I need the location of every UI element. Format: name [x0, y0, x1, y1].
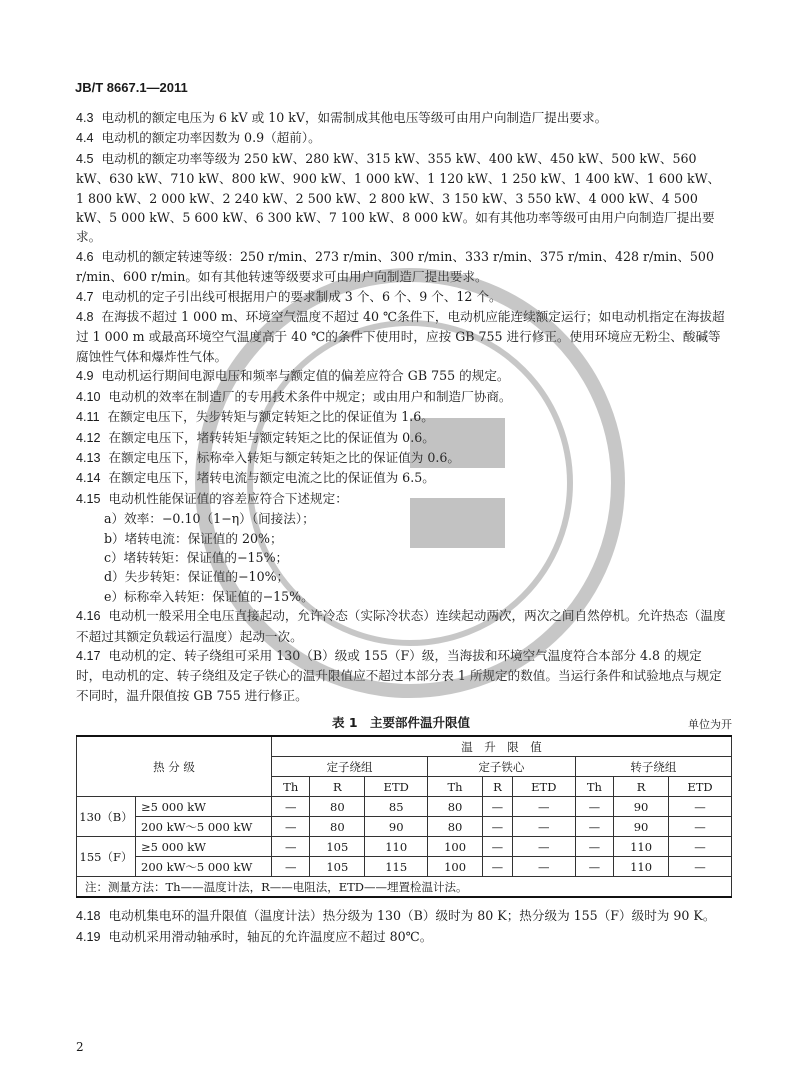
list-item: a）效率：−0.10（1−η）（间接法）；: [104, 511, 315, 527]
clause-text: 电动机的额定转速等级：250 r/min、273 r/min、300 r/min、333 r/min、375 r/min、428 r/min、500 r/min、600 r/min。如有其他转速等级要求可由用户向制造厂提出要求。: [76, 248, 714, 285]
clause: [76, 387, 726, 407]
value-cell: —: [512, 837, 575, 857]
clause: [76, 247, 726, 287]
value-cell: 105: [310, 837, 365, 857]
clause: [76, 489, 726, 509]
clause: [76, 468, 726, 488]
clause: [76, 128, 726, 148]
clause-number: 4.5: [76, 151, 94, 166]
document-body: [76, 108, 732, 947]
value-cell: 90: [365, 817, 428, 837]
value-cell: —: [575, 817, 613, 837]
table-caption: 表 1 主要部件温升限值: [331, 715, 471, 731]
group-header: 定子铁心: [428, 757, 576, 777]
clause-number: 4.13: [76, 450, 101, 465]
clause-text: 电动机运行期间电源电压和频率与额定值的偏差应符合 GB 755 的规定。: [101, 368, 510, 384]
clause: [76, 606, 726, 646]
clause-number: 4.9: [76, 369, 94, 384]
method-header: R: [482, 777, 512, 797]
value-cell: —: [575, 857, 613, 877]
method-header: Th: [428, 777, 483, 797]
clause-text: 在海拔不超过 1 000 m、环境空气温度不超过 40 ℃条件下，电动机应能连续额定运行；如电动机指定在海拔超过 1 000 m 或最高环境空气温度高于 40 ℃的条件下使用时，应按 GB 755 进行修正。使用环境应无粉尘、酸碱等腐蚀性气体和爆炸性气体。: [76, 309, 725, 364]
class-cell: 155（F）: [77, 837, 136, 877]
page-number: 2: [76, 1040, 84, 1054]
clause-text: 电动机的额定功率因数为 0.9（超前）。: [101, 130, 321, 146]
clauses-section-c: [76, 906, 726, 947]
clause-number: 4.12: [76, 430, 101, 445]
method-header: Th: [575, 777, 613, 797]
method-header: R: [310, 777, 365, 797]
method-header: Th: [272, 777, 310, 797]
method-header: ETD: [668, 777, 731, 797]
clause-number: 4.11: [76, 410, 100, 425]
clause-number: 4.14: [76, 471, 101, 486]
temperature-rise-table: [76, 735, 732, 898]
list-item: c）堵转转矩：保证值的−15%；: [104, 549, 289, 565]
temperature-rise-table-block: [76, 711, 732, 898]
value-cell: —: [482, 857, 512, 877]
value-cell: —: [668, 817, 731, 837]
list-item: e）标称牵入转矩：保证值的−15%。: [104, 588, 314, 604]
value-cell: —: [272, 857, 310, 877]
range-cell: ≥5 000 kW: [136, 797, 272, 817]
class-header: 热 分 级: [77, 736, 272, 797]
value-cell: —: [482, 797, 512, 817]
table-header-row: [77, 736, 732, 757]
clause-text: 电动机采用滑动轴承时，轴瓦的允许温度应不超过 80℃。: [108, 928, 433, 944]
value-cell: —: [512, 817, 575, 837]
clause: [76, 149, 726, 247]
table-note: 注：测量方法：Th——温度计法，R——电阻法，ETD——埋置检温计法。: [77, 877, 732, 898]
table-row: [77, 857, 732, 877]
clause-text: 电动机的效率在制造厂的专用技术条件中规定；或由用户和制造厂协商。: [108, 388, 512, 404]
value-cell: 90: [614, 797, 669, 817]
value-cell: 80: [428, 817, 483, 837]
clause: [76, 646, 726, 705]
table-note-row: [77, 877, 732, 898]
clause-number: 4.3: [76, 111, 94, 125]
clause-number: 4.16: [76, 609, 101, 624]
range-cell: 200 kW～5 000 kW: [136, 857, 272, 877]
value-cell: —: [668, 837, 731, 857]
method-header: ETD: [365, 777, 428, 797]
value-cell: 110: [365, 837, 428, 857]
table-unit: 单位为开: [688, 718, 732, 732]
clause-text: 在额定电压下，标称牵入转矩与额定转矩之比的保证值为 0.6。: [108, 449, 460, 465]
table-row: [77, 817, 732, 837]
value-cell: 100: [428, 857, 483, 877]
value-cell: 85: [365, 797, 428, 817]
temperature-rise-header: 温 升 限 值: [272, 736, 732, 757]
tolerance-list: [76, 509, 726, 606]
clause: [76, 448, 726, 468]
table-caption-row: [76, 711, 732, 735]
clause: [76, 407, 726, 427]
clause: [76, 287, 726, 307]
clause: [76, 366, 726, 386]
value-cell: —: [272, 797, 310, 817]
standard-number-header: JB/T 8667.1—2011: [75, 80, 188, 95]
clause-number: 4.8: [76, 310, 94, 325]
value-cell: 105: [310, 857, 365, 877]
table-row: [77, 797, 732, 817]
clause-text: 电动机集电环的温升限值（温度计法）热分级为 130（B）级时为 80 K；热分级为 155（F）级时为 90 K。: [108, 908, 716, 924]
value-cell: —: [482, 817, 512, 837]
clause: [76, 307, 726, 366]
clauses-section-a: [76, 108, 726, 509]
value-cell: —: [272, 817, 310, 837]
range-cell: 200 kW～5 000 kW: [136, 817, 272, 837]
value-cell: —: [512, 857, 575, 877]
value-cell: —: [575, 797, 613, 817]
clause-number: 4.15: [76, 491, 101, 506]
clause-text: 电动机的额定功率等级为 250 kW、280 kW、315 kW、355 kW、400 kW、450 kW、500 kW、560 kW、630 kW、710 kW、800 kW、900 kW、1 000 kW、1 120 kW、1 250 kW、1 400 kW、1 600 kW、1 800 kW、2 000 kW、2 240 kW、2 500 kW、2 800 kW、3 150 kW、3 550 kW、4 000 kW、4 500 kW、5 000 kW、5 600 kW、6 300 kW、7 100 kW、8 000 kW。如有其他功率等级可由用户向制造厂提出要求。: [76, 150, 721, 245]
clause-number: 4.4: [76, 131, 94, 146]
value-cell: 90: [614, 817, 669, 837]
clause-text: 在额定电压下，失步转矩与额定转矩之比的保证值为 1.6。: [107, 409, 434, 425]
method-header: ETD: [512, 777, 575, 797]
clause: [76, 108, 726, 128]
clauses-section-b: [76, 606, 726, 705]
value-cell: —: [512, 797, 575, 817]
value-cell: 115: [365, 857, 428, 877]
clause-text: 在额定电压下，堵转转矩与额定转矩之比的保证值为 0.6。: [108, 429, 435, 445]
list-item: b）堵转电流：保证值的 20%；: [104, 530, 283, 546]
clause-text: 电动机的定、转子绕组可采用 130（B）级或 155（F）级，当海拔和环境空气温度符合本部分 4.8 的规定时，电动机的定、转子绕组及定子铁心的温升限值应不超过本部分表 1 所规定的数值。当运行条件和试验地点与规定不同时，温升限值按 GB 755 进行修正。: [76, 647, 722, 703]
value-cell: 80: [310, 797, 365, 817]
value-cell: —: [668, 797, 731, 817]
class-cell: 130（B）: [77, 797, 136, 837]
group-header: 定子绕组: [272, 757, 428, 777]
clause-number: 4.17: [76, 648, 101, 663]
clause-text: 电动机的额定电压为 6 kV 或 10 kV，如需制成其他电压等级可由用户向制造厂提出要求。: [101, 110, 608, 125]
value-cell: 80: [428, 797, 483, 817]
clause-text: 电动机的定子引出线可根据用户的要求制成 3 个、6 个、9 个、12 个。: [101, 288, 502, 304]
list-item: d）失步转矩：保证值的−10%；: [104, 569, 290, 585]
clause-number: 4.6: [76, 249, 94, 264]
clause: [76, 927, 726, 947]
value-cell: 100: [428, 837, 483, 857]
value-cell: 110: [614, 837, 669, 857]
clause-text: 在额定电压下，堵转电流与额定电流之比的保证值为 6.5。: [108, 470, 435, 486]
method-header: R: [614, 777, 669, 797]
value-cell: —: [575, 837, 613, 857]
value-cell: 80: [310, 817, 365, 837]
value-cell: —: [668, 857, 731, 877]
value-cell: —: [272, 837, 310, 857]
clause-number: 4.19: [76, 929, 101, 944]
value-cell: 110: [614, 857, 669, 877]
clause-number: 4.18: [76, 909, 101, 924]
clause: [76, 906, 726, 926]
clause-text: 电动机性能保证值的容差应符合下述规定：: [108, 490, 348, 506]
clause-number: 4.10: [76, 389, 101, 404]
value-cell: —: [482, 837, 512, 857]
clause: [76, 428, 726, 448]
clause-text: 电动机一般采用全电压直接起动，允许冷态（实际冷状态）连续起动两次，两次之间自然停机。允许热态（温度不超过其额定负载运行温度）起动一次。: [76, 608, 726, 644]
range-cell: ≥5 000 kW: [136, 837, 272, 857]
group-header: 转子绕组: [575, 757, 731, 777]
table-row: [77, 837, 732, 857]
clause-number: 4.7: [76, 289, 94, 304]
